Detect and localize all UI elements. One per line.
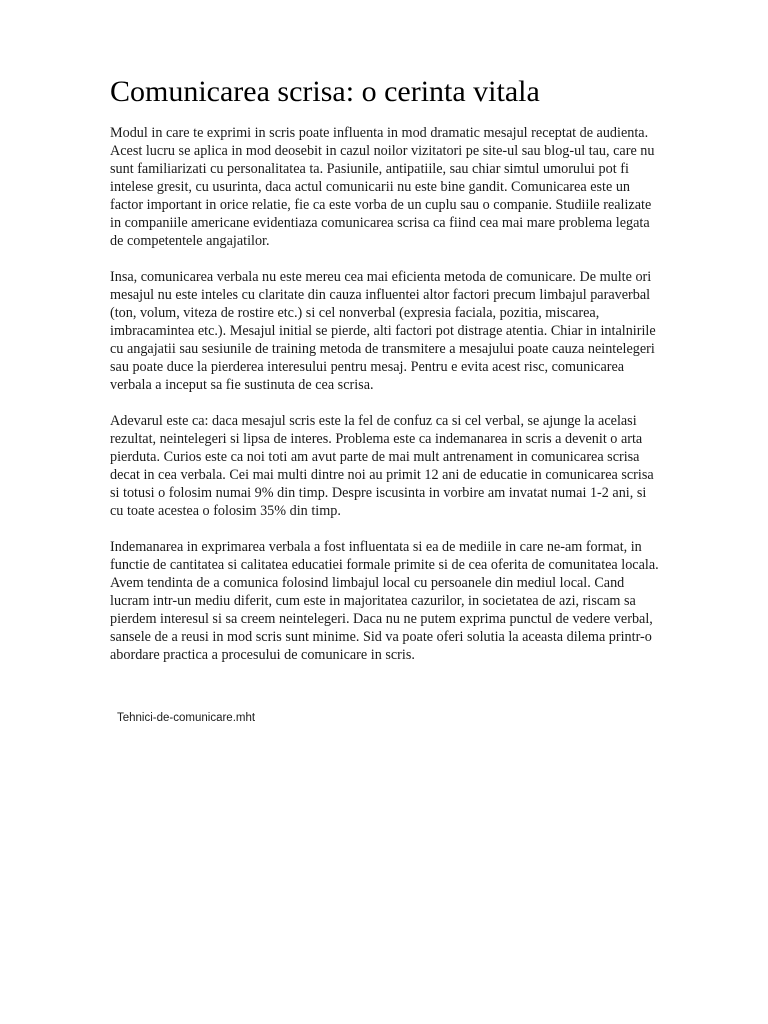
text-line: factor important in orice relatie, fie ca este vorba de un cuplu sau o companie. Studiile realizate — [110, 197, 652, 213]
text-line: rezultat, neintelegeri si lipsa de interes. Problema este ca indemanarea in scris a devenit o arta — [110, 431, 643, 447]
text-line: Modul in care te exprimi in scris poate influenta in mod dramatic mesajul receptat de audienta. — [110, 125, 649, 141]
text-line: de competentele angajatilor. — [110, 233, 270, 249]
text-line: verbala a inceput sa fie sustinuta de cea scrisa. — [110, 377, 374, 393]
text-line: pierduta. Curios este ca noi toti am avut parte de mai mult antrenament in comunicarea scrisa — [110, 449, 640, 465]
text-line: in companiile americane evidentiaza comunicarea scrisa ca fiind cea mai mare problema legata — [110, 215, 650, 231]
text-line: Adevarul este ca: daca mesajul scris este la fel de confuz ca si cel verbal, se ajunge la acelasi — [110, 413, 637, 429]
text-line: intelese gresit, cu usurinta, daca actul comunicarii nu este bine gandit. Comunicarea este un — [110, 179, 631, 195]
text-line: sau poate duce la pierderea interesului pentru mesaj. Pentru e evita acest risc, comunicarea — [110, 359, 625, 375]
text-line: (ton, volum, viteza de rostire etc.) si cel nonverbal (expresia faciala, pozitia, miscarea, — [110, 305, 600, 321]
paragraph-2 — [110, 268, 710, 394]
text-line: pierdem interesul si sa creem neintelegeri. Daca nu ne putem exprima punctul de vedere verbal, — [110, 611, 653, 627]
text-line: Acest lucru se aplica in mod deosebit in cazul noilor vizitatori pe site-ul sau blog-ul tau, care nu — [110, 143, 655, 159]
text-line: functie de cantitatea si calitatea educatiei formale primite si de cea oferita de comunitatea locala. — [110, 557, 659, 573]
text-line: imbracamintea etc.). Mesajul initial se pierde, alti factori pot distrage atentia. Chiar in intalnirile — [110, 323, 656, 339]
text-line: Avem tendinta de a comunica folosind limbajul local cu persoanele din mediul local. Cand — [110, 575, 625, 591]
text-line: abordare practica a procesului de comunicare in scris. — [110, 647, 415, 663]
text-line: cu angajatii sau sesiunile de training metoda de transmitere a mesajului poate cauza neintelegeri — [110, 341, 655, 357]
paragraph-3 — [110, 412, 710, 520]
paragraph-1 — [110, 124, 710, 250]
text-line: sunt familiarizati cu personalitatea ta. Pasiunile, antipatiile, sau chiar simtul umorului pot fi — [110, 161, 629, 177]
document-body — [110, 124, 710, 682]
text-line: Indemanarea in exprimarea verbala a fost influentata si ea de mediile in care ne-am format, in — [110, 539, 642, 555]
text-line: decat in cea verbala. Cei mai multi dintre noi au primit 12 ani de educatie in comunicarea scrisa — [110, 467, 654, 483]
text-line: mesajul nu este inteles cu claritate din cauza influentei altor factori precum limbajul paraverbal — [110, 287, 651, 303]
document-title: Comunicarea scrisa: o cerinta vitala — [110, 75, 540, 108]
text-line: lucram intr-un mediu diferit, cum este in majoritatea cazurilor, in societatea de azi, riscam sa — [110, 593, 636, 609]
text-line: sansele de a reusi in mod scris sunt minime. Sid va poate oferi solutia la aceasta dilema printr-o — [110, 629, 652, 645]
paragraph-4 — [110, 538, 710, 664]
text-line: Insa, comunicarea verbala nu este mereu cea mai eficienta metoda de comunicare. De multe ori — [110, 269, 652, 285]
attachment-link[interactable]: Tehnici-de-comunicare.mht — [117, 712, 256, 724]
text-line: cu toate acestea o folosim 35% din timp. — [110, 503, 341, 519]
text-line: si totusi o folosim numai 9% din timp. Despre iscusinta in vorbire am invatat numai 1-2 ani, si — [110, 485, 647, 501]
